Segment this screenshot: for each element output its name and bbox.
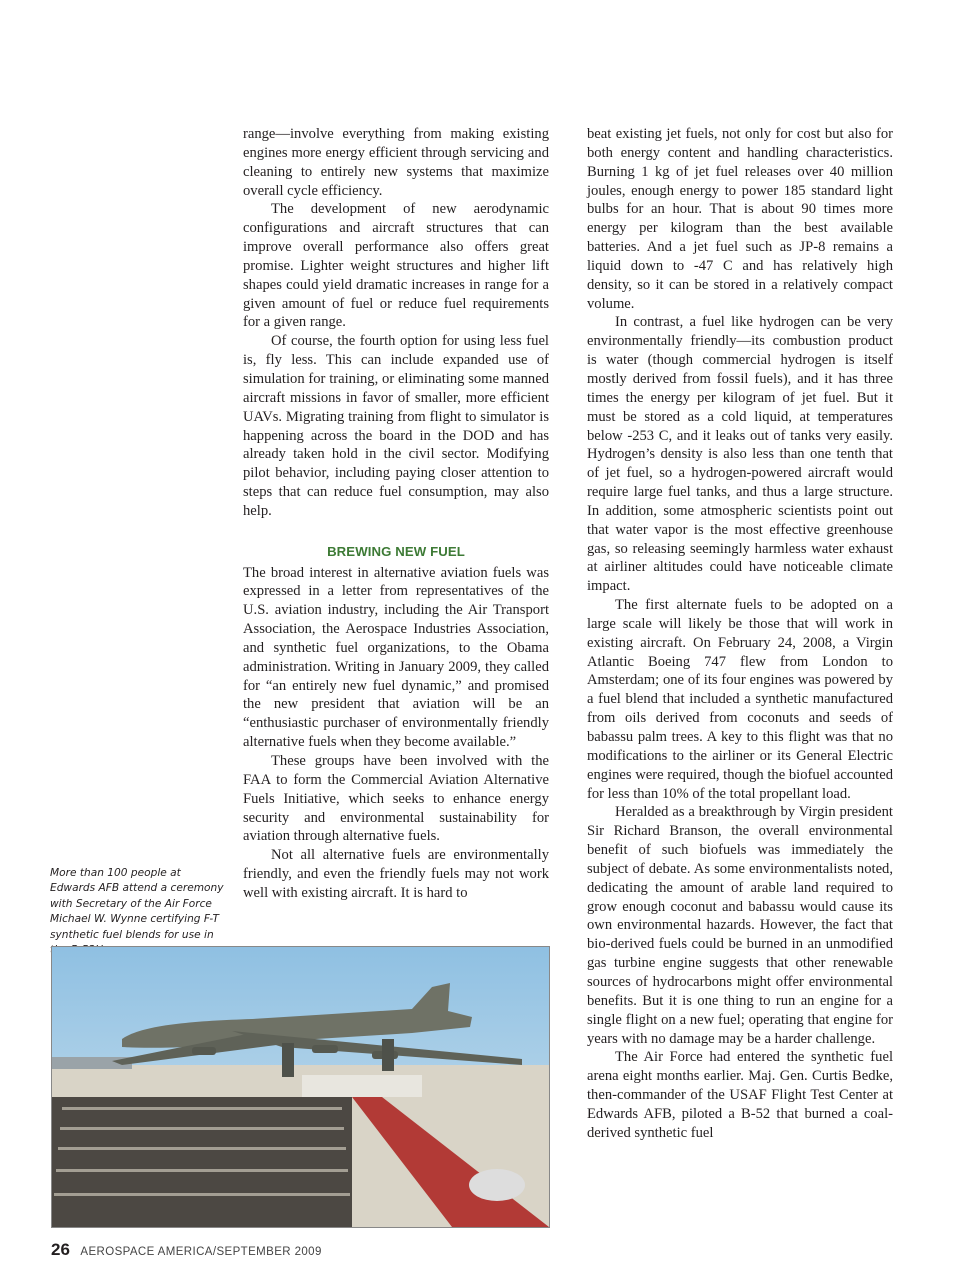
photo-caption: More than 100 people at Edwards AFB attend a ceremony with Secretary of the Air Force Michael W. Wynne certifying F-T synthetic fuel blends for use in <box>50 867 224 941</box>
text-column-middle <box>243 125 549 903</box>
paragraph: The Air Force had entered the synthetic fuel arena eight months earlier. Maj. Gen. Curtis Bedke, then-commander of the USAF Flight Test Center at Edwards AFB, piloted a B-52 that burned a coal-derived synthetic fuel <box>587 1049 893 1141</box>
paragraph: The development of new aerodynamic configurations and aircraft structures that can improve overall performance also offers great promise. Lighter weight structures and higher lift shapes could yield dramatic increases in range for a given amount of fuel or reduce fuel requirements for a given range. <box>243 201 549 331</box>
section-subhead: BREWING NEW FUEL <box>327 543 465 559</box>
paragraph: beat existing jet fuels, not only for cost but also for both energy content and handling characteristics. Burning 1 kg of jet fuel releases over 40 million joules, enough energy to power 185 standard light bulbs for an hour. That is about 90 times more energy per kilogram than the best available batteries. And a jet fuel such as JP-8 remains a liquid down to -47 C and has relatively high density, so it can be stored in a relatively compact volume. <box>587 126 893 312</box>
seal-emblem <box>469 1169 525 1201</box>
photo-illustration <box>52 947 549 1227</box>
paragraph: Not all alternative fuels are environmentally friendly, and even the friendly fuels may not work well with existing aircraft. It is hard to <box>243 847 549 901</box>
publication-name: AEROSPACE AMERICA/SEPTEMBER 2009 <box>80 1246 322 1258</box>
paragraph: The broad interest in alternative aviation fuels was expressed in a letter from representatives of the U.S. aviation industry, including the Air Transport Association, the Aerospace Industries Association, and synthetic fuel organizations, to the Obama administration. Writing in January 2009, they called for “an entirely new fuel dynamic,” and promised the new president that aviation will be an “enthusiastic purchaser of environmentally friendly alternative fuels when they become available.” <box>243 564 549 751</box>
paragraph: In contrast, a fuel like hydrogen can be very environmentally friendly—its combustion product is water (though commercial hydrogen is itself mostly derived from fossil fuels), and it has three times the energy per kilogram of jet fuel. But it must be stored as a cold liquid, at temperatures below -253 C, and it leaks out of tanks very easily. Hydrogen’s density is also less than one tenth that of jet fuel, so a hydrogen-powered aircraft would require large fuel tanks, and thus a large structure. In addition, some atmospheric scientists point out that water vapor is the most effective greenhouse gas, so releasing seemingly harmless water exhaust at airliner altitudes could have noticeable climate impact. <box>587 314 893 595</box>
paragraph: Of course, the fourth option for using less fuel is, fly less. This can include expanded use of simulation for training, or eliminating some manned aircraft missions in favor of smaller, more efficient UAVs. Migrating training from flight to simulator is happening across the board in the DOD and has already taken hold in the civil sector. Modifying pilot behavior, including paying closer attention to steps that can reduce fuel consumption, may also help. <box>243 333 549 519</box>
paragraph: The first alternate fuels to be adopted on a large scale will likely be those that will work in existing aircraft. On February 24, 2008, a Virgin Atlantic Boeing 747 flew from London to Amsterdam; one of its four engines was powered by a fuel blend that included a synthetic manufactured from oils derived from coconuts and seeds of babassu palm trees. A key to this flight was that no modifications to the airliner or its General Electric engines were required, though the biofuel accounted for less than 10% of the total propellant load. <box>587 597 893 802</box>
paragraph: Heralded as a breakthrough by Virgin president Sir Richard Branson, the overall environmental benefit of such biofuels was immediately the subject of debate. As some environmentalists noted, dedicating the amount of arable land required to grow enough coconut and babassu would cause its own environmental hazards. However, the fact that bio-derived fuels could be burned in an unmodified gas turbine engine suggests that other renewable sources of hydrocarbons might offer environmental benefits. But it is one thing to run an engine for a single flight on a new fuel; operating that engine for years with no damage may be a harder challenge. <box>587 804 893 1047</box>
page-footer <box>51 1240 322 1260</box>
paragraph: These groups have been involved with the FAA to form the Commercial Aviation Alternative Fuels Initiative, which seeks to enhance energy security and environmental sustainability for aviation through alternative fuels. <box>243 753 549 845</box>
text-column-right <box>587 125 893 1143</box>
page-number: 26 <box>51 1240 70 1259</box>
audience <box>52 1097 352 1227</box>
stage <box>302 1075 422 1097</box>
b52-ceremony-photo <box>51 946 550 1228</box>
paragraph: range—involve everything from making existing engines more energy efficient through servicing and cleaning to entirely new systems that maximize overall cycle efficiency. <box>243 126 549 199</box>
